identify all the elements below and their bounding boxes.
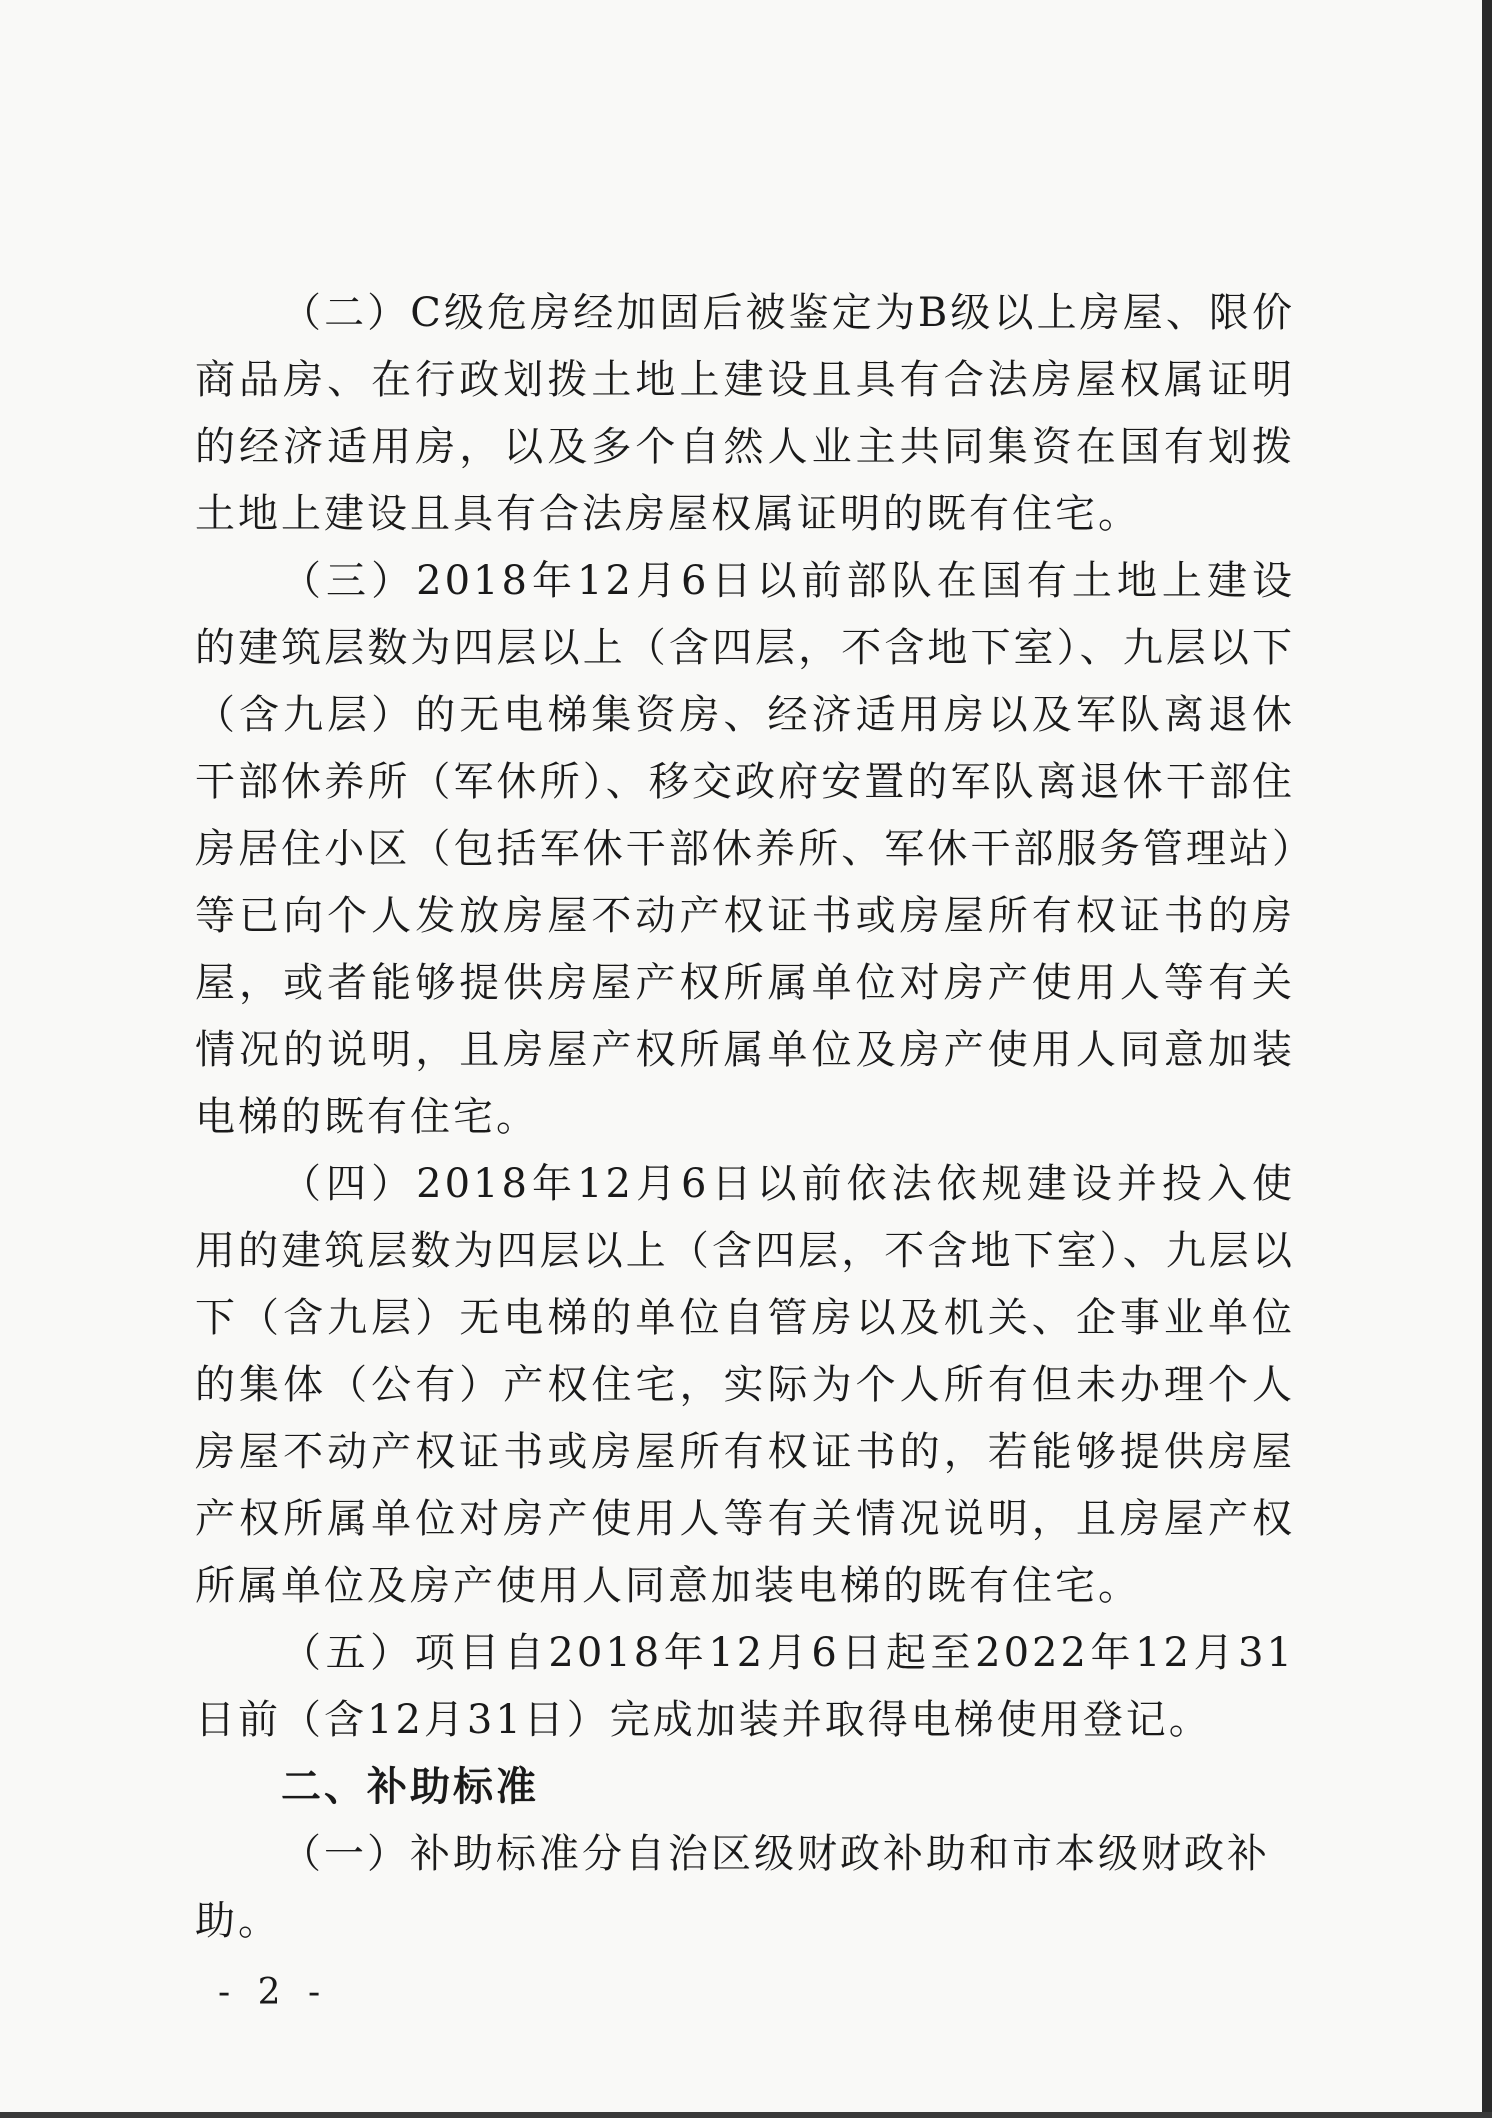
scan-edge-right [1482,0,1492,2118]
sub-heading: （一）补助标准分自治区级财政补助和市本级财政补助。 [195,1831,1270,1944]
paragraph-item-4: （四）2018年12月6日以前依法依规建设并投入使用的建筑层数为四层以上（含四层，不含地下室）、九层以下（含九层）无电梯的单位自管房以及机关、企事业单位的集体（公有）产权住宅，实际为个人所有但未办理个人房屋不动产权证书或房屋所有权证书的，若能够提供房屋产权所属单位对房产使用人等有关情况说明，且房屋产权所属单位及房产使用人同意加装电梯的既有住宅。 [195,1161,1295,1609]
paragraph-item-2: （二）C级危房经加固后被鉴定为B级以上房屋、限价商品房、在行政划拨土地上建设且具有合法房屋权属证明的经济适用房，以及多个自然人业主共同集资在国有划拨土地上建设且具有合法房屋权属证明的既有住宅。 [195,290,1295,537]
page-number: - 2 - [218,1972,329,2013]
section-heading: 二、补助标准 [281,1764,539,1810]
paragraph-item-3: （三）2018年12月6日以前部队在国有土地上建设的建筑层数为四层以上（含四层，不含地下室）、九层以下（含九层）的无电梯集资房、经济适用房以及军队离退休干部休养所（军休所）、移交政府安置的军队离退休干部住房居住小区（包括军休干部休养所、军休干部服务管理站）等已向个人发放房屋不动产权证书或房屋所有权证书的房屋，或者能够提供房屋产权所属单位对房产使用人等有关情况的说明，且房屋产权所属单位及房产使用人同意加装电梯的既有住宅。 [195,558,1295,1140]
document-body [195,280,1295,1955]
paragraph-item-5: （五）项目自2018年12月6日起至2022年12月31日前（含12月31日）完成加装并取得电梯使用登记。 [195,1630,1295,1743]
scan-edge-bottom [0,2112,1492,2118]
